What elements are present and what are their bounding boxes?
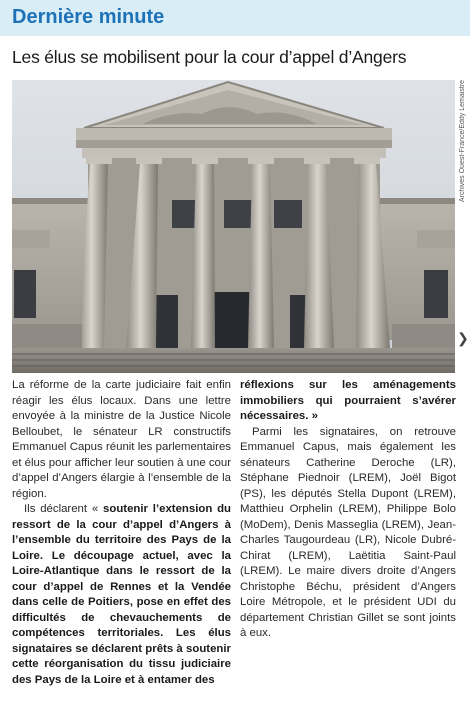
article-column-left xyxy=(12,378,231,688)
quote-bold: soutenir l’extension du ressort de la cour d’appel d’Angers à l’ensemble du territoire des Pays de la Loire. Le découpage actuel, avec la Loire-Atlantique dans le ressort de la cour d’appel de Rennes et la Vendée dans celle de Poitiers, pose en effet des difficultés de chevauchements de compétences territoriales. Les élus signataires se déclarent prêts à soutenir cette réorganisation du tissu judiciaire des Pays de la Loire et à entamer des xyxy=(12,503,232,686)
article-paragraph-3: Parmi les signataires, on retrouve Emmanuel Capus, mais également les sénateurs Catherine Deroche (LR), Stéphane Piednoir (LREM), Joël Bigot (PS), les députés Stella Dupont (LREM), Matthieu Orphelin (LREM), Philippe Bolo (MoDem), Denis Masseglia (LREM), Jean-Charles Taugourdeau (LR), Nicole Dubré-Chirat (LREM), Laëtitia Saint-Paul (LREM). Le maire divers droite d’Angers Christophe Béchu, président d’Angers Loire Métropole, et le président UDI du département Christian Gillet se sont joints à eux. xyxy=(240,425,456,639)
courthouse-illustration xyxy=(12,80,455,373)
article-column-right xyxy=(240,378,456,642)
quote-bold-continued: réflexions sur les aménagements immobiliers qui pourraient s’avérer nécessaires. » xyxy=(240,379,456,422)
photo-credit: Archives Ouest-France/Eddy Lemaistre xyxy=(459,80,466,203)
article-paragraph-1: La réforme de la carte judiciaire fait enfin réagir les élus locaux. Dans une lettre envoyée à la ministre de la Justice Nicole Belloubet, le sénateur LR constructifs Emmanuel Capus réunit les parlementaires et élus pour afficher leur soutien à une cour d’appel d’Angers élargie à l’ensemble de la région. xyxy=(12,379,231,500)
article-paragraph-2-continued xyxy=(240,378,456,425)
article-headline: Les élus se mobilisent pour la cour d’appel d’Angers xyxy=(12,47,407,67)
article-paragraph-2 xyxy=(12,502,231,688)
article-photo[interactable] xyxy=(12,80,455,373)
chevron-right-icon[interactable]: ❯ xyxy=(456,324,470,352)
section-kicker: Dernière minute xyxy=(12,6,165,28)
quote-lead: Ils déclarent « xyxy=(24,503,104,515)
